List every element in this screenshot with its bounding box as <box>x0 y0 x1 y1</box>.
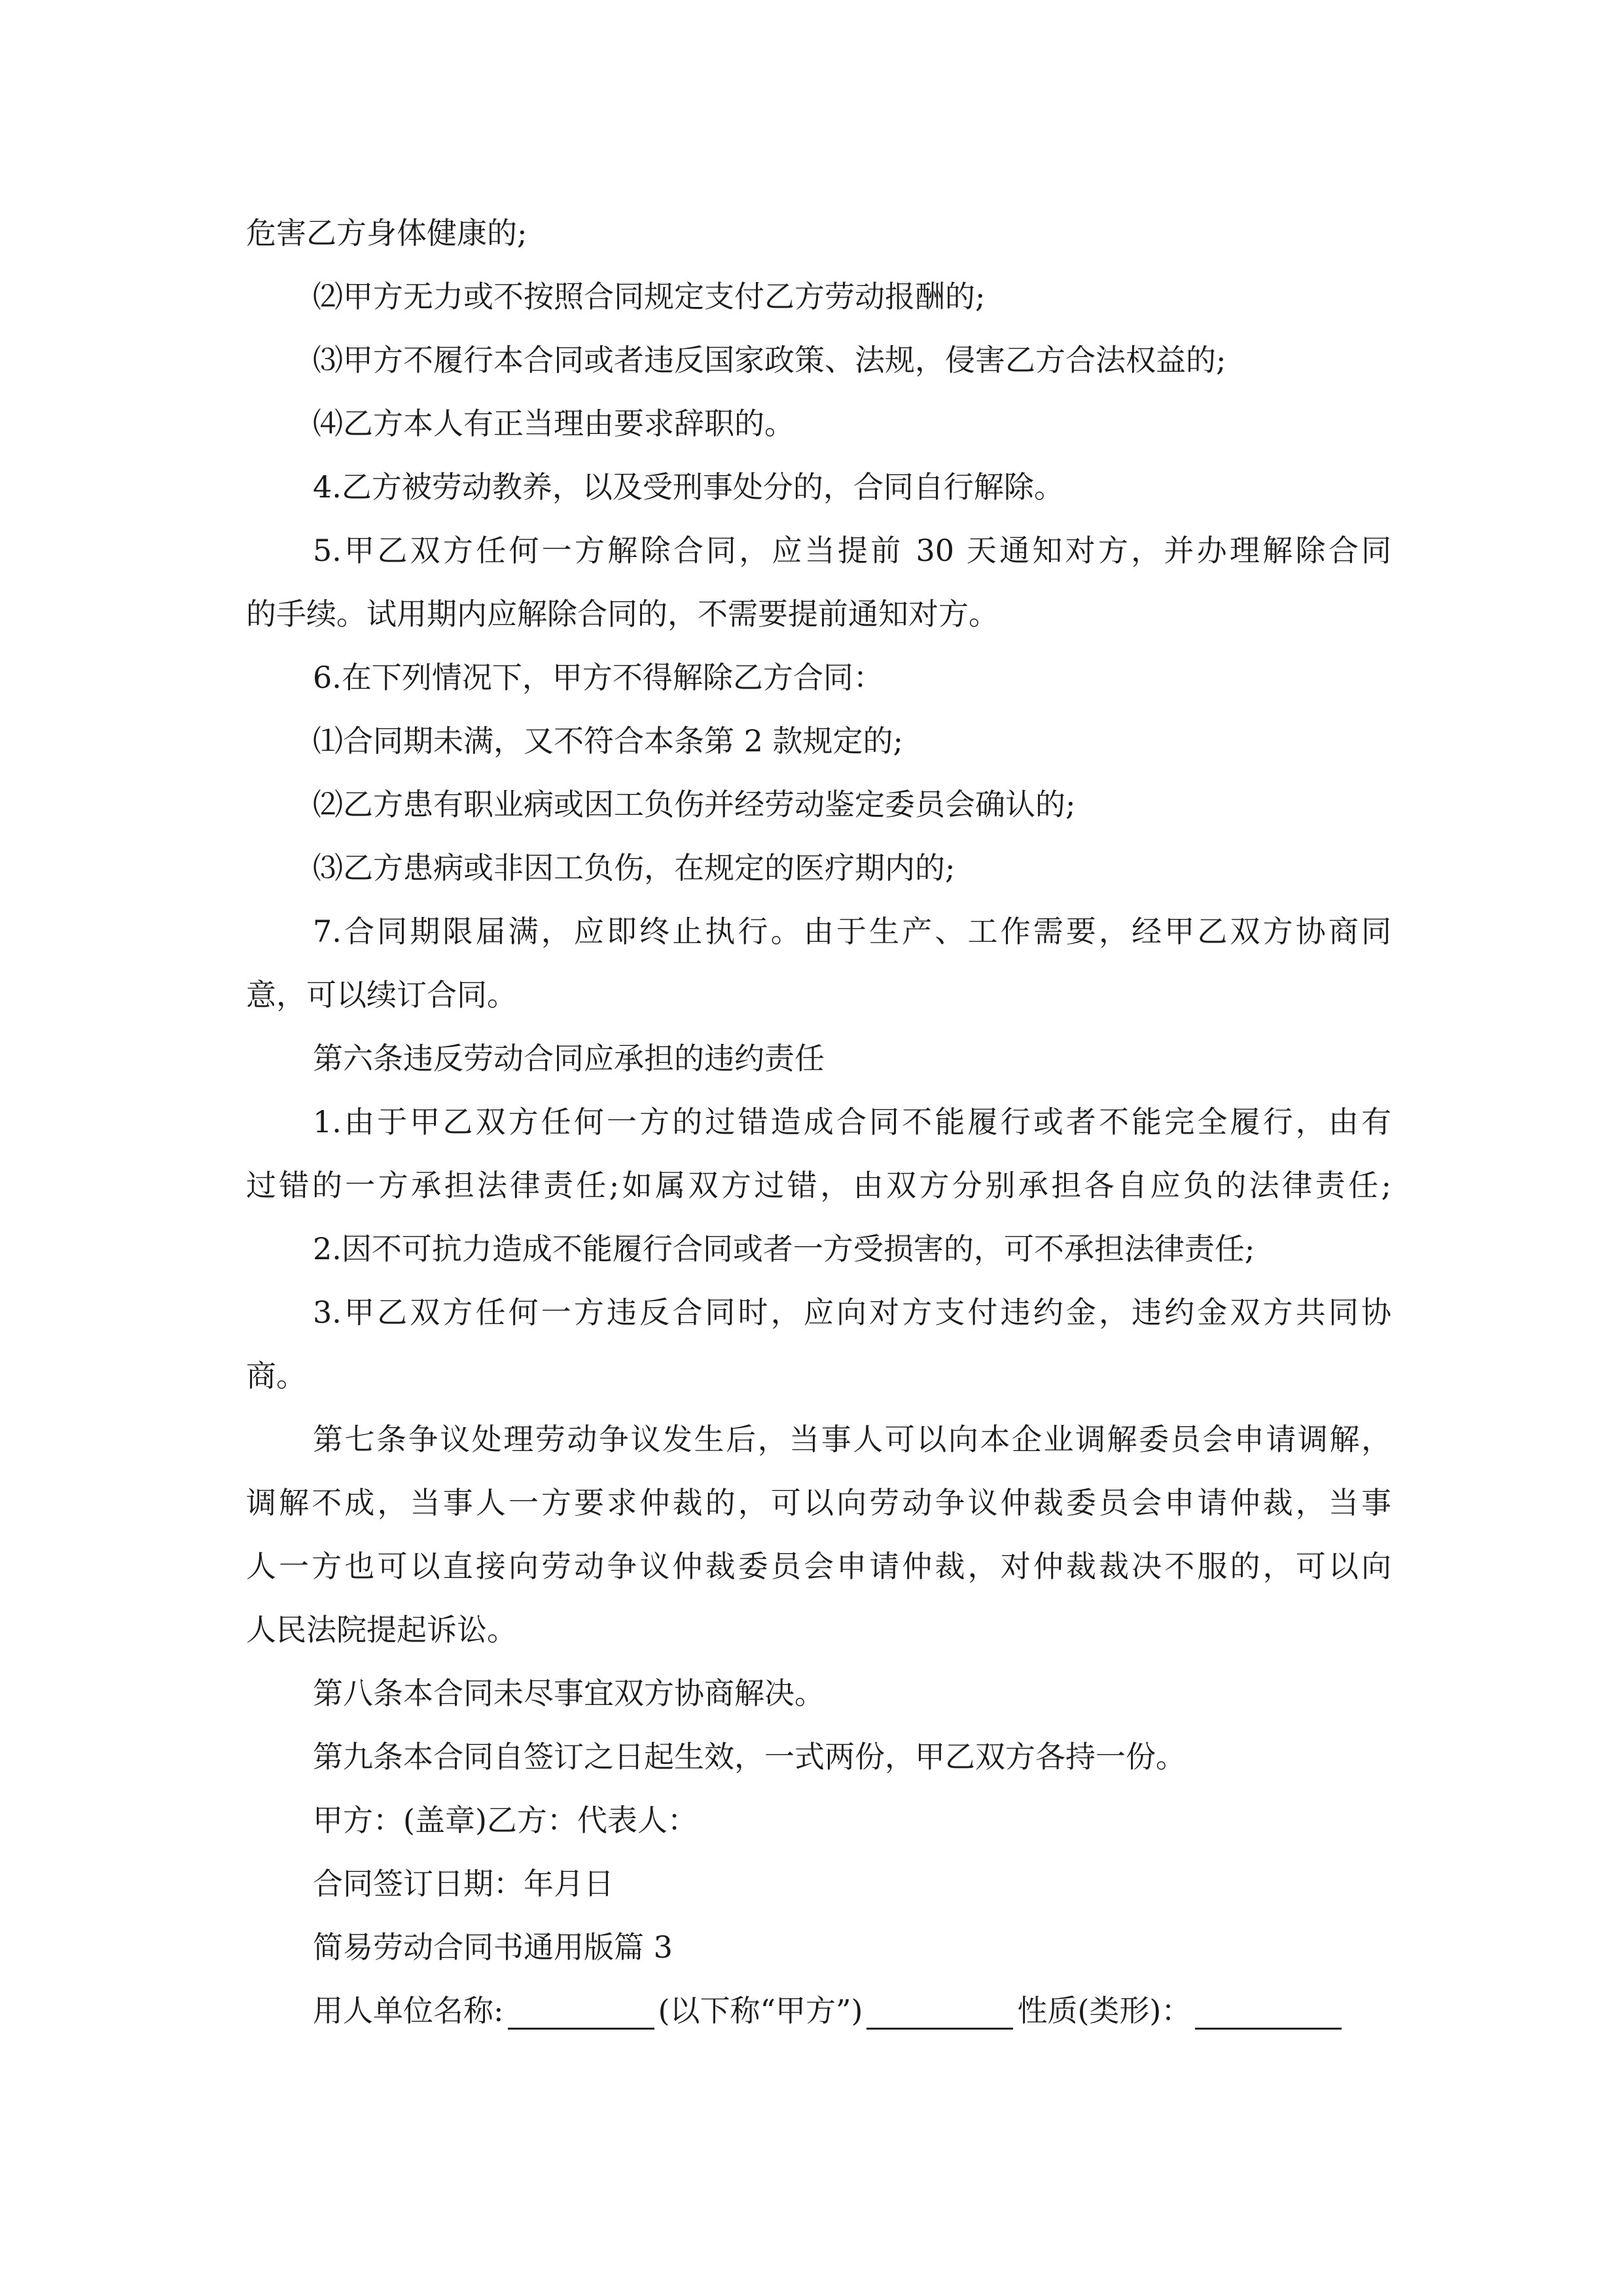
text-line: 人一方也可以直接向劳动争议仲裁委员会申请仲裁，对仲裁裁决不服的，可以向 <box>246 1549 1391 1584</box>
employer-name-label: 用人单位名称: <box>313 1993 504 2028</box>
party-a-blank <box>866 1998 1013 2030</box>
text-line: 危害乙方身体健康的; <box>246 215 527 251</box>
text-line: 第七条争议处理劳动争议发生后，当事人可以向本企业调解委员会申请调解， <box>313 1422 1391 1457</box>
text-line: 5.甲乙双方任何一方解除合同，应当提前 30 天通知对方，并办理解除合同 <box>313 533 1391 568</box>
text-line: 调解不成，当事人一方要求仲裁的，可以向劳动争议仲裁委员会申请仲裁，当事 <box>246 1485 1391 1520</box>
text-line: 4.乙方被劳动教养，以及受刑事处分的，合同自行解除。 <box>313 469 1064 505</box>
text-line: 的手续。试用期内应解除合同的，不需要提前通知对方。 <box>246 596 999 632</box>
section-heading: 第六条违反劳动合同应承担的违约责任 <box>313 1041 825 1076</box>
text-line: 过错的一方承担法律责任;如属双方过错，由双方分别承担各自应负的法律责任; <box>246 1168 1391 1203</box>
document-title: 简易劳动合同书通用版篇 3 <box>313 1929 673 1965</box>
form-line <box>246 1979 1391 2043</box>
document-body <box>246 202 1391 2043</box>
party-a-label: (以下称“甲方”) <box>658 1993 863 2028</box>
nature-type-label: 性质(类形)： <box>1017 1993 1192 2028</box>
employer-name-blank <box>508 1998 654 2030</box>
date-line: 合同签订日期：年月日 <box>313 1866 614 1901</box>
text-line: 7.合同期限届满，应即终止执行。由于生产、工作需要，经甲乙双方协商同 <box>313 914 1391 949</box>
text-line: 6.在下列情况下，甲方不得解除乙方合同： <box>313 660 883 695</box>
text-line: 3.甲乙双方任何一方违反合同时，应向对方支付违约金，违约金双方共同协 <box>313 1295 1391 1330</box>
text-line: 1.由于甲乙双方任何一方的过错造成合同不能履行或者不能完全履行，由有 <box>313 1104 1391 1139</box>
nature-type-blank <box>1195 1998 1342 2030</box>
text-line: ⑵乙方患有职业病或因工负伤并经劳动鉴定委员会确认的; <box>313 787 1076 822</box>
signature-line: 甲方：(盖章)乙方：代表人： <box>313 1803 698 1838</box>
text-line: ⑵甲方无力或不按照合同规定支付乙方劳动报酬的; <box>313 279 986 314</box>
text-line: 第八条本合同未尽事宜双方协商解决。 <box>313 1676 825 1711</box>
text-line: ⑶甲方不履行本合同或者违反国家政策、法规，侵害乙方合法权益的; <box>313 342 1226 378</box>
text-line: ⑷乙方本人有正当理由要求辞职的。 <box>313 406 794 441</box>
text-line: 第九条本合同自签订之日起生效，一式两份，甲乙双方各持一份。 <box>313 1739 1186 1774</box>
text-line: 商。 <box>246 1358 306 1393</box>
text-line: ⑶乙方患病或非因工负伤，在规定的医疗期内的; <box>313 850 955 886</box>
text-line: 人民法院提起诉讼。 <box>246 1612 517 1647</box>
text-line: 2.因不可抗力造成不能履行合同或者一方受损害的，可不承担法律责任; <box>313 1231 1255 1266</box>
text-line: 意，可以续订合同。 <box>246 977 517 1013</box>
text-line: ⑴合同期未满，又不符合本条第 2 款规定的; <box>313 723 904 759</box>
